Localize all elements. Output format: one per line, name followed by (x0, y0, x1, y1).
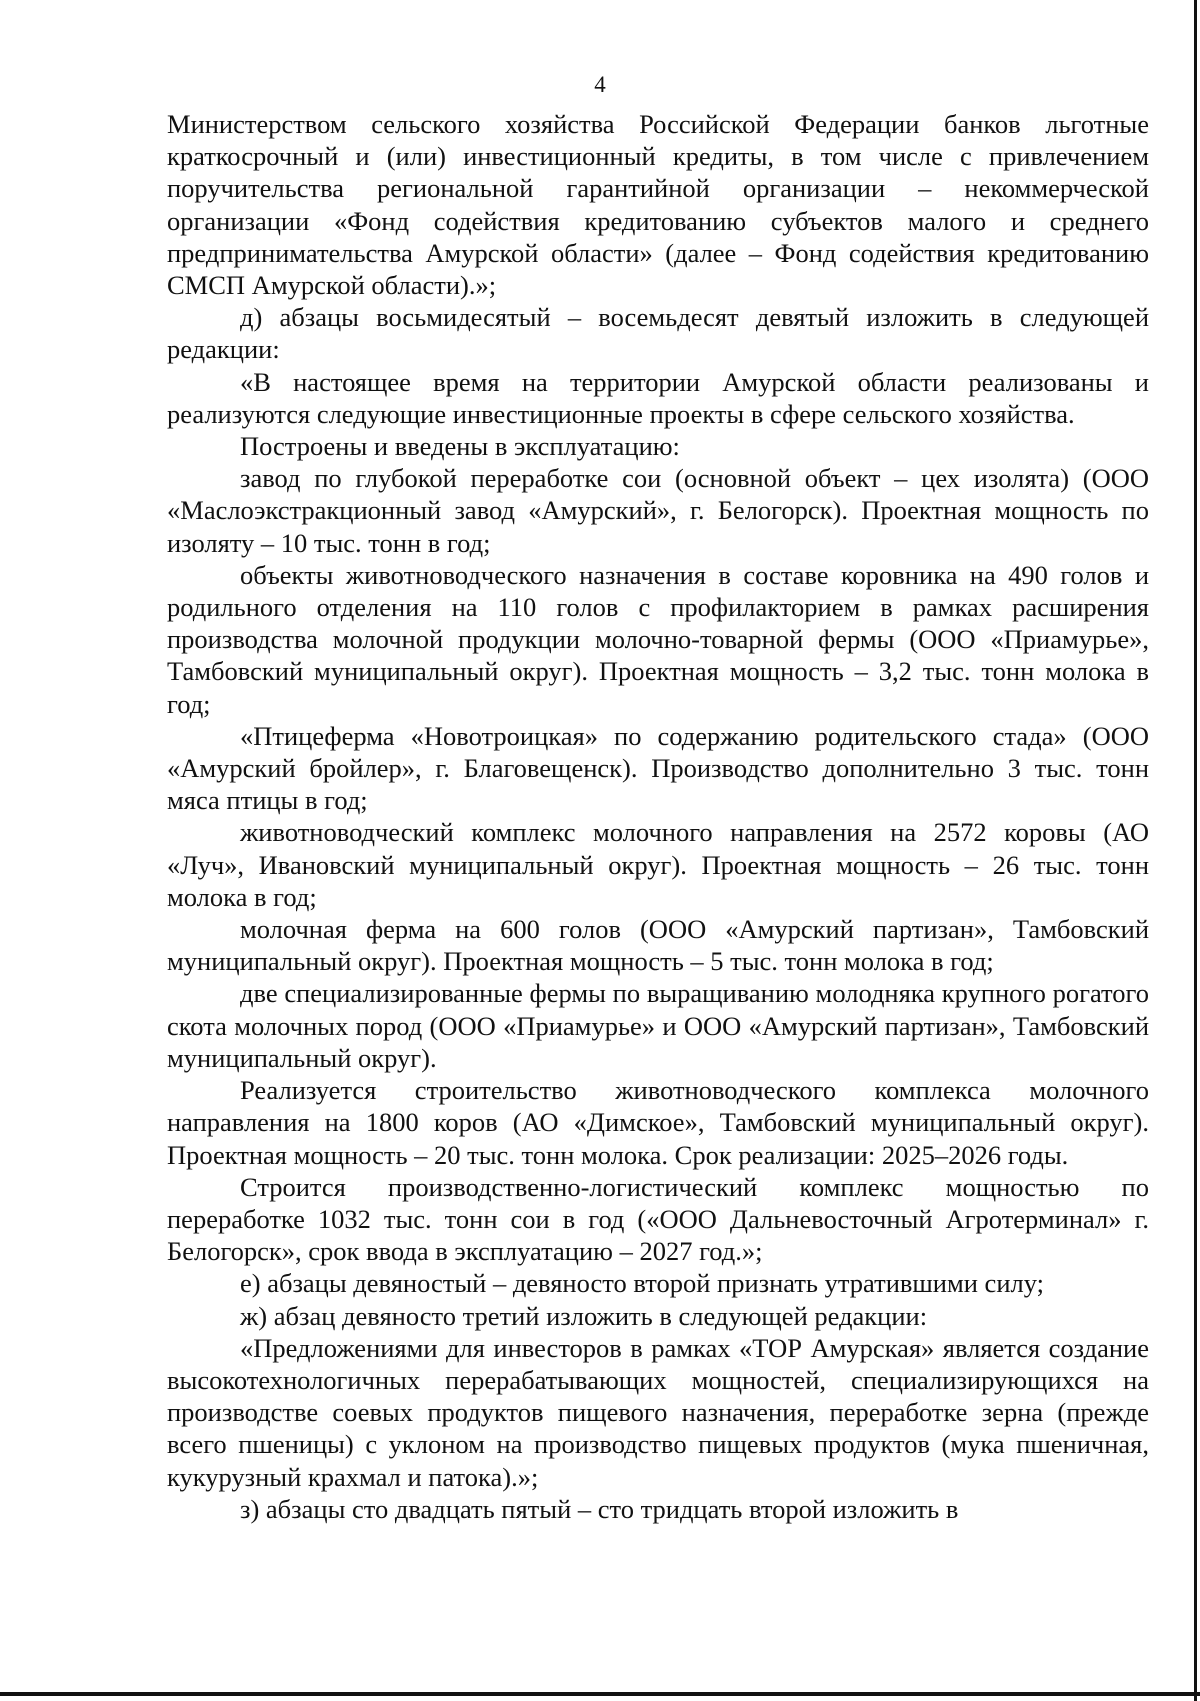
paragraph: з) абзацы сто двадцать пятый – сто тридцать второй изложить в (240, 1493, 959, 1524)
paragraph: е) абзацы девяностый – девяносто второй признать утратившими силу; (240, 1268, 1044, 1299)
paragraph: «В настоящее время на территории Амурской области реализованы и реализуются следующие инвестиционные проекты в сфере сельского хозяйства. (167, 366, 1149, 429)
paragraph: две специализированные фермы по выращиванию молодняка крупного рогатого скота молочных пород (ООО «Приамурье» и ООО «Амурский партизан», Тамбовский муниципальный округ). (167, 978, 1149, 1073)
paragraph: д) абзацы восьмидесятый – восемьдесят девятый изложить в следующей редакции: (167, 302, 1149, 365)
paragraph: животноводческий комплекс молочного направления на 2572 коровы (АО «Луч», Ивановский муниципальный округ). Проектная мощность – 26 тыс. тонн молока в год; (167, 817, 1149, 912)
paragraph: ж) абзац девяносто третий изложить в следующей редакции: (240, 1300, 928, 1331)
scan-edge-right (1194, 0, 1197, 1701)
document-body (167, 108, 1149, 1525)
page-number: 4 (594, 72, 606, 97)
paragraph: Министерством сельского хозяйства Российской Федерации банков льготные краткосрочный и (или) инвестиционный кредиты, в том числе с привлечением поручительства региональной гарантийной организации – некоммерческой организации «Фонд содействия кредитованию субъектов малого и среднего предпринимательства Амурской области» (далее – Фонд содействия кредитованию СМСП Амурской области).»; (167, 109, 1149, 301)
paragraph: Построены и введены в эксплуатацию: (240, 431, 680, 462)
paragraph: «Предложениями для инвесторов в рамках «ТОР Амурская» является создание высокотехнологичных перерабатывающих мощностей, специализирующихся на производстве соевых продуктов пищевого назначения, переработке зерна (прежде всего пшеницы) с уклоном на производство пищевых продуктов (мука пшеничная, кукурузный крахмал и патока).»; (167, 1332, 1149, 1492)
scan-edge-bottom (0, 1692, 1200, 1696)
paragraph: Строится производственно-логистический комплекс мощностью по переработке 1032 тыс. тонн сои в год («ООО Дальневосточный Агротерминал» г. Белогорск», срок ввода в эксплуатацию – 2027 год.»; (167, 1171, 1149, 1267)
paragraph: завод по глубокой переработке сои (основной объект – цех изолята) (ООО «Маслоэкстракционный завод «Амурский», г. Белогорск). Проектная мощность по изоляту – 10 тыс. тонн в год; (167, 463, 1149, 558)
paragraph: объекты животноводческого назначения в составе коровника на 490 голов и родильного отделения на 110 голов с профилакторием в рамках расширения производства молочной продукции молочно-товарной фермы (ООО «Приамурье», Тамбовский муниципальный округ). Проектная мощность – 3,2 тыс. тонн молока в год; (167, 559, 1149, 719)
paragraph: молочная ферма на 600 голов (ООО «Амурский партизан», Тамбовский муниципальный округ). Проектная мощность – 5 тыс. тонн молока в год; (167, 914, 1149, 977)
paragraph: Реализуется строительство животноводческого комплекса молочного направления на 1800 коров (АО «Димское», Тамбовский муниципальный округ). Проектная мощность – 20 тыс. тонн молока. Срок реализации: 2025–2026 годы. (167, 1075, 1149, 1170)
paragraph: «Птицеферма «Новотроицкая» по содержанию родительского стада» (ООО «Амурский бройлер», г. Благовещенск). Производство дополнительно 3 тыс. тонн мяса птицы в год; (167, 720, 1149, 816)
